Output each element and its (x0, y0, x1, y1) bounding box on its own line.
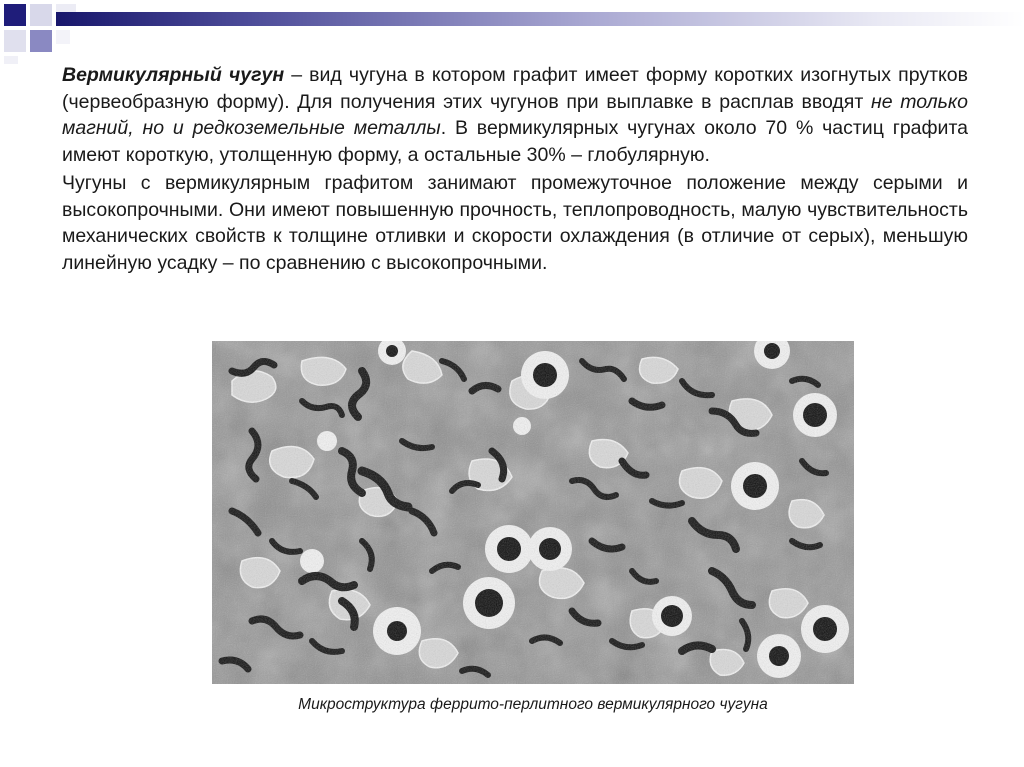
deco-square (56, 30, 70, 44)
paragraph-text: – вид чугуна в котором графит имеет форму коротких изогнутых прутков (червеобразную форму). Для получения этих чугунов при выплавке в расплав вводят (62, 64, 968, 113)
decorative-squares (0, 0, 80, 64)
paragraph-properties: Чугуны с вермикулярным графитом занимают промежуточное положение между серыми и высокопрочными. Они имеют повышенную прочность, теплопроводность, малую чувствительность механических свойств к толщине отливки и скорости охлаждения (в отличие от серых), меньшую линейную усадку – по сравнению с высокопрочными. (62, 172, 968, 274)
deco-square (30, 4, 52, 26)
header-gradient-bar (56, 12, 1024, 26)
deco-square (4, 4, 26, 26)
deco-square (30, 30, 52, 52)
paragraph-definition (62, 62, 968, 168)
deco-square (4, 30, 26, 52)
figure-caption: Микроструктура феррито-перлитного вермикулярного чугуна (298, 696, 768, 713)
micrograph-illustration (212, 341, 854, 684)
term-bold: Вермикулярный чугун (62, 64, 285, 86)
italic-phrase: не только магний, но и редкоземельные металлы (62, 90, 968, 139)
micrograph-image (212, 341, 854, 684)
deco-square (4, 56, 18, 64)
paragraph-text: . В вермикулярных чугунах около 70 % частиц графита имеют короткую, утолщенную форму, а остальные 30% – глобулярную. (62, 117, 968, 166)
slide-body (62, 62, 968, 276)
